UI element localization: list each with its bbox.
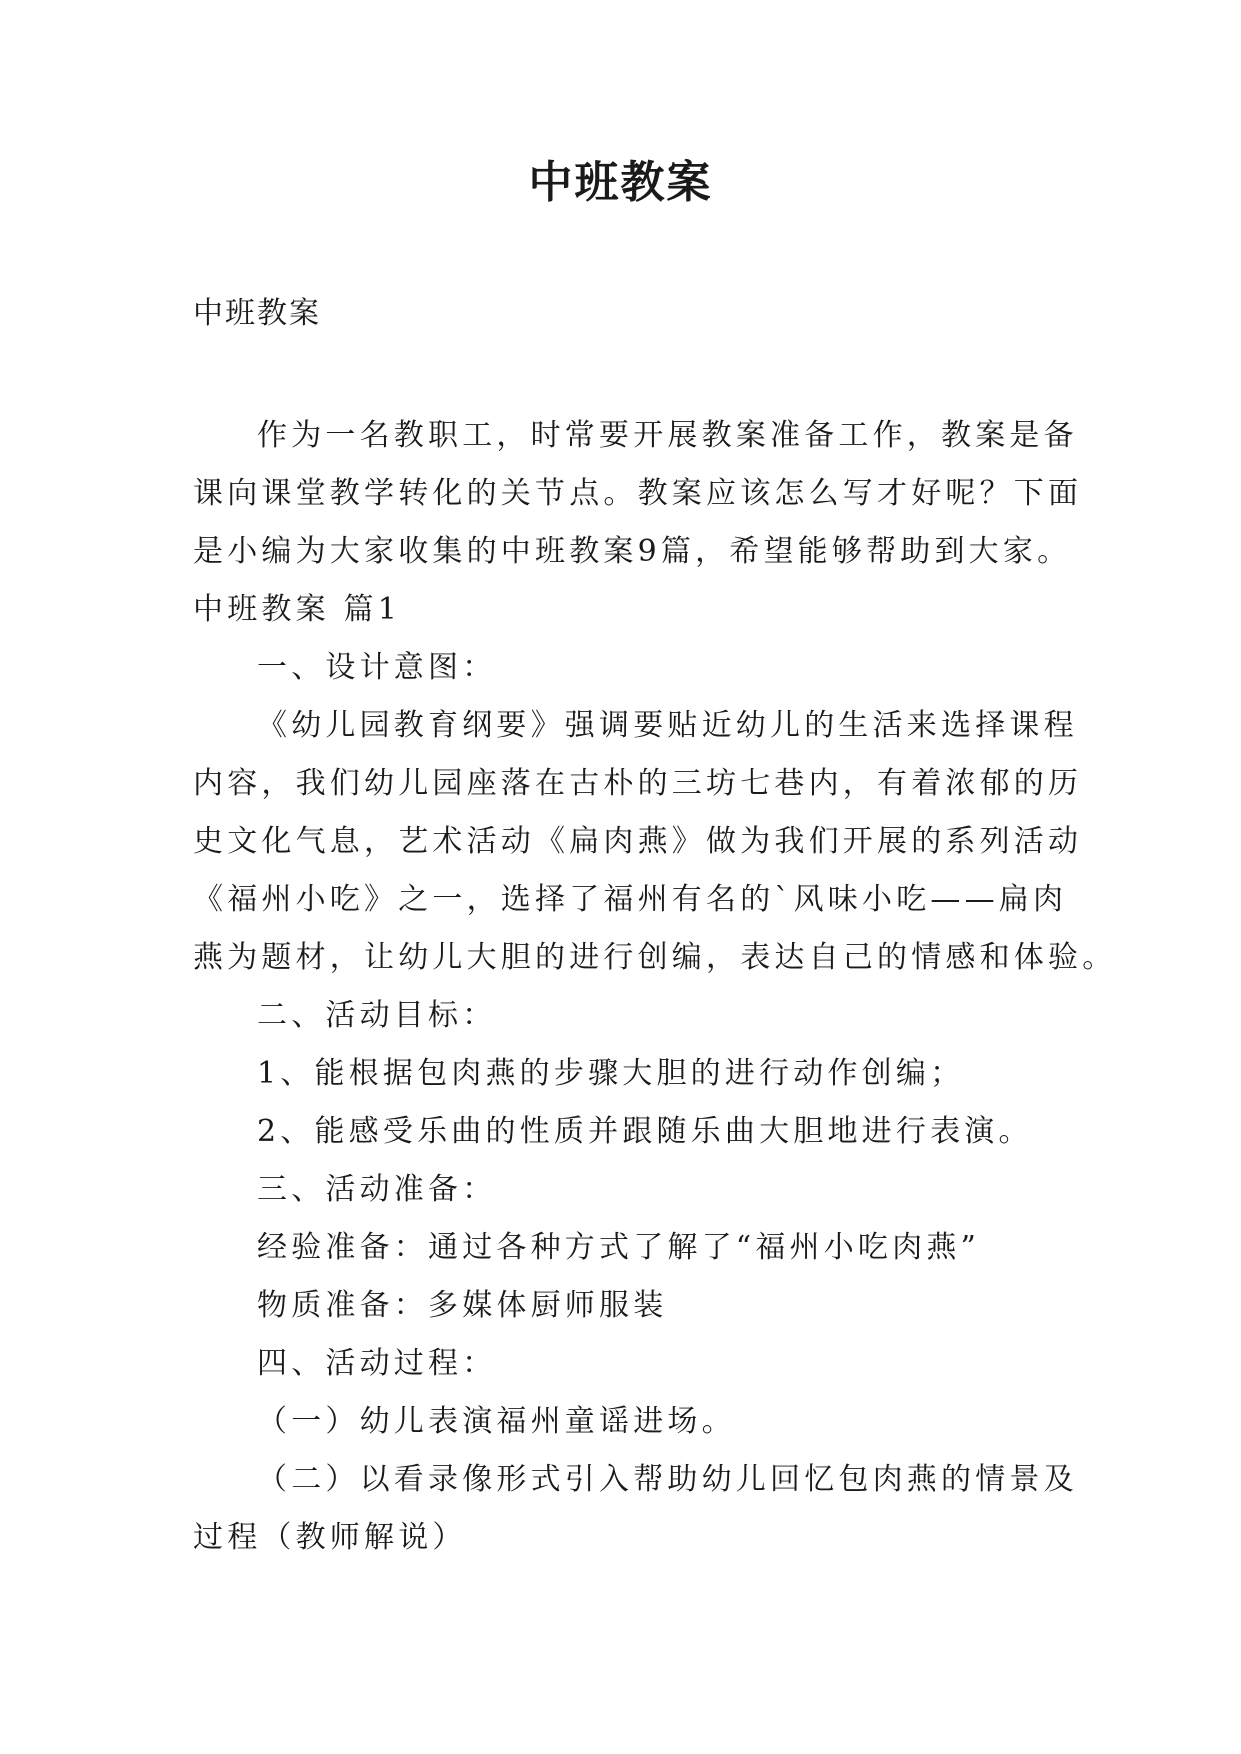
document-subtitle: 中班教案 <box>193 296 321 331</box>
paragraph-line: 内容，我们幼儿园座落在古朴的三坊七巷内，有着浓郁的历 <box>193 766 1083 801</box>
paragraph-line: 《福州小吃》之一，选择了福州有名的`风味小吃——扁肉 <box>193 882 1068 917</box>
list-item: 2、能感受乐曲的性质并跟随乐曲大胆地进行表演。 <box>257 1114 1033 1149</box>
paragraph-line: 《幼儿园教育纲要》强调要贴近幼儿的生活来选择课程 <box>257 708 1078 743</box>
paragraph-line: 作为一名教职工，时常要开展教案准备工作，教案是备 <box>257 418 1078 453</box>
list-item: （二）以看录像形式引入帮助幼儿回忆包肉燕的情景及 <box>257 1462 1078 1497</box>
paragraph-line: 经验准备：通过各种方式了解了“福州小吃肉燕” <box>257 1230 981 1265</box>
section-heading: 二、活动目标： <box>257 998 497 1033</box>
list-item: 1、能根据包肉燕的步骤大胆的进行动作创编； <box>257 1056 965 1091</box>
paragraph-line: 课向课堂教学转化的关节点。教案应该怎么写才好呢？下面 <box>193 476 1083 511</box>
paragraph-line: 过程（教师解说） <box>193 1520 467 1555</box>
section-heading: 一、设计意图： <box>257 650 497 685</box>
paragraph-line: 史文化气息，艺术活动《扁肉燕》做为我们开展的系列活动 <box>193 824 1083 859</box>
document-body <box>193 407 1117 1567</box>
document-title: 中班教案 <box>528 157 713 208</box>
section-heading: 三、活动准备： <box>257 1172 497 1207</box>
paragraph-line: 燕为题材，让幼儿大胆的进行创编，表达自己的情感和体验。 <box>193 940 1117 975</box>
list-item: （一）幼儿表演福州童谣进场。 <box>257 1404 736 1439</box>
section-heading: 四、活动过程： <box>257 1346 497 1381</box>
section-heading: 中班教案 篇1 <box>193 592 402 627</box>
paragraph-line: 物质准备：多媒体厨师服装 <box>257 1288 668 1323</box>
paragraph-line: 是小编为大家收集的中班教案9篇，希望能够帮助到大家。 <box>193 534 1072 569</box>
